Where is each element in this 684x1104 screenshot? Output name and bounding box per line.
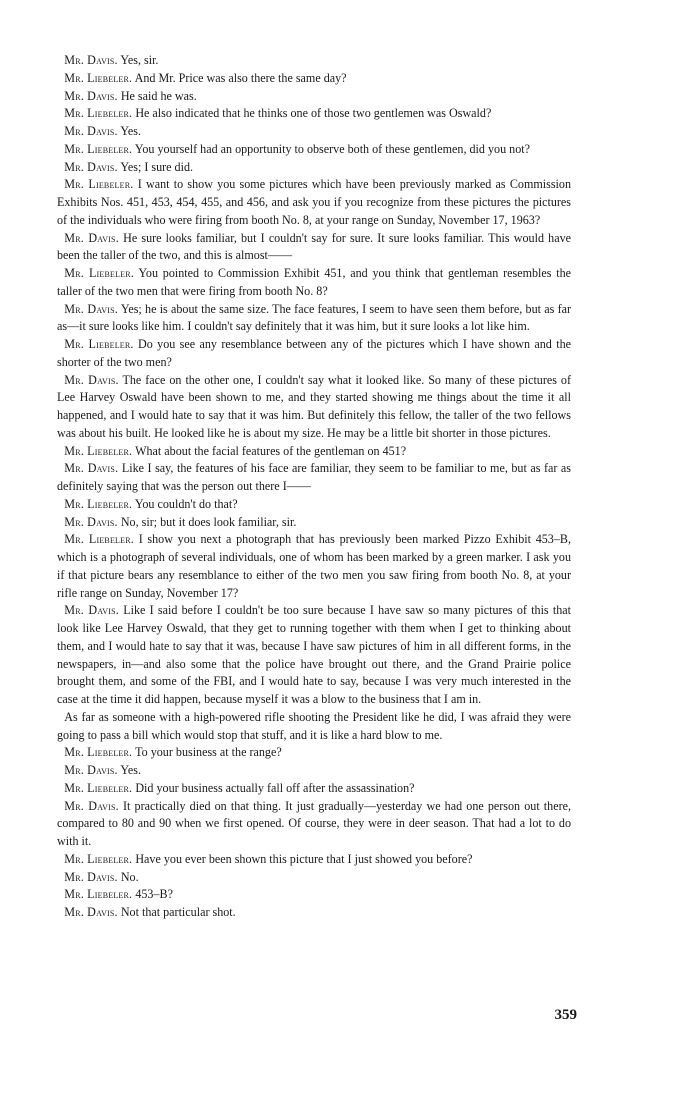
speech-text: Like I said before I couldn't be too sure because I have saw so many pictures of this that look like Lee Harvey Oswald, that they get to running together with them when I get to thinking about them, and I would hate to say that it was, because I have saw pictures of him in all different forms, in the newspapers, in—and also some that the police have brought out there, and the Grand Prairie police brought them, and some of the FBI, and I would hate to say, because I was very much interested in the case at the time it did happen, because myself it was a blow to the business that I am in. bbox=[57, 603, 572, 706]
speech-text: Did your business actually fall off after the assassination? bbox=[135, 780, 415, 795]
transcript-paragraph bbox=[57, 851, 571, 869]
transcript-paragraph bbox=[57, 443, 571, 461]
speaker-label: Mr. Davis. bbox=[64, 514, 118, 529]
speaker-label: Mr. Liebeler. bbox=[64, 851, 133, 866]
transcript-paragraph bbox=[57, 514, 571, 532]
speech-text: He also indicated that he thinks one of those two gentlemen was Oswald? bbox=[135, 106, 492, 121]
speech-text: What about the facial features of the gentleman on 451? bbox=[135, 443, 407, 458]
speech-text: Not that particular shot. bbox=[120, 905, 236, 919]
transcript-paragraph bbox=[57, 744, 571, 762]
speech-text: Like I say, the features of his face are familiar, they seem to be familiar to me, but as far as definitely saying that was the person out there I—— bbox=[57, 461, 572, 493]
speaker-label: Mr. Davis. bbox=[64, 53, 118, 67]
speaker-label: Mr. Davis. bbox=[64, 230, 119, 245]
speech-text: You yourself had an opportunity to observe both of these gentlemen, did you not? bbox=[134, 141, 530, 156]
speaker-label: Mr. Davis. bbox=[64, 159, 118, 174]
transcript-paragraph bbox=[57, 904, 571, 922]
page-number: 359 bbox=[554, 1007, 577, 1023]
transcript-paragraph bbox=[57, 70, 571, 88]
transcript-paragraph bbox=[57, 52, 571, 70]
transcript-paragraph bbox=[57, 869, 571, 887]
transcript-paragraph bbox=[57, 372, 571, 443]
speech-text: He said he was. bbox=[120, 88, 197, 103]
speech-text: Do you see any resemblance between any of the pictures which I have shown and the shorter of the two men? bbox=[57, 337, 571, 369]
speaker-label: Mr. Liebeler. bbox=[64, 496, 133, 511]
speech-text: I show you next a photograph that has previously been marked Pizzo Exhibit 453–B, which is a photograph of several individuals, one of whom has been marked by a green marker. I ask you if that picture bears any resemblance to either of the two men you saw firing from booth No. 8, at your rifle range on Sunday, November 17? bbox=[57, 532, 571, 600]
speech-text: Yes. bbox=[120, 124, 141, 138]
speaker-label: Mr. Davis. bbox=[64, 88, 118, 103]
speaker-label: Mr. Liebeler. bbox=[64, 745, 133, 760]
transcript-paragraph bbox=[57, 886, 571, 904]
speaker-label: Mr. Liebeler. bbox=[64, 887, 133, 902]
speaker-label: Mr. Davis. bbox=[64, 372, 119, 387]
transcript-paragraph bbox=[57, 105, 571, 123]
speaker-label: Mr. Davis. bbox=[64, 301, 119, 316]
speaker-label: Mr. Liebeler. bbox=[64, 443, 133, 458]
speaker-label: Mr. Liebeler. bbox=[64, 177, 134, 192]
speech-text: No, sir; but it does look familiar, sir. bbox=[120, 514, 297, 529]
transcript-paragraph bbox=[57, 176, 571, 229]
speech-text: As far as someone with a high-powered rifle shooting the President like he did, I was afraid they were going to pass a bill which would stop that stuff, and it is like a hard blow to me. bbox=[57, 709, 571, 742]
speaker-label: Mr. Davis. bbox=[64, 461, 119, 476]
speech-text: No. bbox=[120, 869, 139, 884]
speech-text: Yes, sir. bbox=[120, 53, 159, 67]
speech-text: Yes; I sure did. bbox=[120, 159, 194, 174]
speech-text: Yes. bbox=[120, 763, 141, 777]
speech-text: Yes; he is about the same size. The face features, I seem to have seen them before, but as far as—it sure looks like him. I couldn't say definitely that it was him, but it sure looks a lot like him. bbox=[57, 301, 572, 334]
transcript-paragraph bbox=[57, 531, 571, 602]
speaker-label: Mr. Liebeler. bbox=[64, 532, 134, 547]
transcript-paragraph bbox=[57, 496, 571, 514]
speech-text: Have you ever been shown this picture that I just showed you before? bbox=[135, 851, 473, 866]
transcript-paragraph bbox=[57, 123, 571, 141]
speaker-label: Mr. Liebeler. bbox=[64, 337, 134, 351]
speaker-label: Mr. Liebeler. bbox=[64, 266, 135, 280]
speaker-label: Mr. Liebeler. bbox=[64, 780, 133, 795]
speech-text: It practically died on that thing. It just gradually—yesterday we had one person out there, compared to 80 and 90 when we first opened. Of course, they were in deer season. That had a lot to do with it. bbox=[57, 798, 571, 848]
speaker-label: Mr. Liebeler. bbox=[64, 106, 133, 121]
transcript-paragraph bbox=[57, 780, 571, 798]
speech-text: You pointed to Commission Exhibit 451, and you think that gentleman resembles the taller of the two men that were firing from booth No. 8? bbox=[57, 266, 572, 298]
transcript-paragraph bbox=[57, 159, 571, 177]
transcript-paragraph bbox=[57, 265, 571, 301]
transcript-paragraph bbox=[57, 336, 571, 372]
speech-text: I want to show you some pictures which have been previously marked as Commission Exhibits Nos. 451, 453, 454, 455, and 456, and ask you if you recognize from these pictures the pictures of the individuals who were firing from booth No. 8, at your range on Sunday, November 17, 1963? bbox=[57, 177, 572, 227]
speech-text: To your business at the range? bbox=[135, 745, 282, 760]
speaker-label: Mr. Davis. bbox=[64, 905, 118, 919]
transcript-paragraph bbox=[57, 460, 571, 496]
testimony-text bbox=[57, 52, 571, 922]
speaker-label: Mr. Davis. bbox=[64, 124, 118, 138]
speaker-label: Mr. Liebeler. bbox=[64, 141, 133, 156]
speaker-label: Mr. Davis. bbox=[64, 763, 118, 777]
transcript-paragraph bbox=[57, 88, 571, 106]
speech-text: He sure looks familiar, but I couldn't say for sure. It sure looks familiar. This would have been the taller of the two, and this is almost—— bbox=[57, 230, 572, 263]
speech-text: 453–B? bbox=[135, 887, 173, 902]
transcript-paragraph bbox=[57, 301, 571, 337]
transcript-paragraph bbox=[57, 762, 571, 780]
speaker-label: Mr. Davis. bbox=[64, 798, 119, 813]
transcript-paragraph bbox=[57, 709, 571, 745]
speaker-label: Mr. Davis. bbox=[64, 869, 118, 884]
speaker-label: Mr. Davis. bbox=[64, 603, 119, 618]
speech-text: You couldn't do that? bbox=[134, 496, 238, 511]
speech-text: And Mr. Price was also there the same day? bbox=[134, 70, 347, 85]
transcript-paragraph bbox=[57, 230, 571, 266]
transcript-paragraph bbox=[57, 798, 571, 851]
transcript-paragraph bbox=[57, 602, 571, 709]
transcript-paragraph bbox=[57, 141, 571, 159]
speaker-label: Mr. Liebeler. bbox=[64, 70, 133, 85]
speech-text: The face on the other one, I couldn't say what it looked like. So many of these pictures of Lee Harvey Oswald have been shown to me, and they started showing me things about the time it all happened, and I would hate to say that it was him. But definitely this fellow, the taller of the two fellows was about his built. He looked like he is about my size. He may be a little bit shorter in those pictures. bbox=[57, 372, 571, 440]
